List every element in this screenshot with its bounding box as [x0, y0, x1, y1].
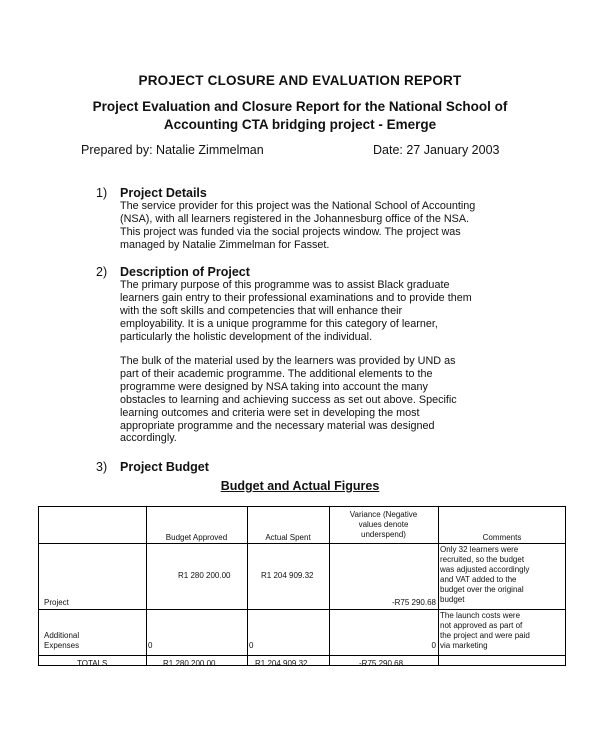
header-actual-spent: Actual Spent	[265, 533, 311, 542]
section-title: Project Details	[120, 186, 207, 200]
text-line: obstacles to learning and achieving success as set out above. Specific	[120, 393, 457, 406]
cell-spent: R1 204 909.32	[255, 659, 308, 668]
cell-variance: 0	[431, 641, 436, 650]
prepared-by: Prepared by: Natalie Zimmelman	[81, 143, 264, 157]
text-line: programme were designed by NSA taking into account the many	[120, 380, 428, 393]
report-title: PROJECT CLOSURE AND EVALUATION REPORT	[138, 73, 462, 88]
cell-variance: -R75 290.68	[359, 659, 404, 668]
text-line: The primary purpose of this programme was to assist Black graduate	[120, 279, 450, 291]
table-divider	[438, 507, 439, 665]
report-date: Date: 27 January 2003	[373, 143, 500, 157]
cell-variance: -R75 290.68	[391, 598, 436, 607]
text-line: The bulk of the material used by the learners was provided by UND as	[120, 355, 456, 367]
text-line: learners gain entry to their professional examinations and to provide them	[120, 291, 472, 304]
table-divider	[39, 655, 565, 656]
text-line: The service provider for this project was the National School of Accounting	[120, 200, 476, 212]
section-number: 1)	[96, 186, 108, 200]
cell-comments: The launch costs were not approved as part of the project and were paid via marketing	[440, 611, 530, 650]
text-line: part of their academic programme. The additional elements to the	[120, 367, 433, 380]
text-line: appropriate programme and the necessary material was designed	[120, 419, 435, 432]
header-variance: Variance (Negative values denote underspend)	[349, 510, 418, 539]
section-title: Description of Project	[120, 265, 250, 279]
cell-comments: Only 32 learners were recruited, so the budget was adjusted accordingly and VAT added to the budget over the original budget	[440, 545, 530, 604]
text-line: with the soft skills and competencies that will enhance their	[120, 304, 403, 317]
row-label-totals: TOTALS	[77, 659, 108, 668]
section-paragraph	[120, 355, 530, 445]
text-line: This project was funded via the social projects window. The project was	[120, 225, 461, 238]
subtitle-line-1: Project Evaluation and Closure Report for the National School of	[92, 99, 508, 114]
cell-approved: R1 280 200.00	[163, 659, 216, 668]
text-line: employability. It is a unique programme for this category of learner,	[120, 317, 438, 330]
section-number: 3)	[96, 460, 108, 474]
cell-approved: 0	[148, 641, 153, 650]
section-title: Project Budget	[120, 460, 209, 474]
report-subtitle	[0, 98, 600, 134]
cell-spent: R1 204 909.32	[261, 571, 314, 580]
header-budget-approved: Budget Approved	[165, 533, 228, 542]
subtitle-line-2: Accounting CTA bridging project - Emerge	[163, 117, 437, 132]
header-comments: Comments	[482, 533, 522, 542]
section-number: 2)	[96, 265, 108, 279]
text-line: (NSA), with all learners registered in the Johannesburg office of the NSA.	[120, 212, 470, 225]
text-line: managed by Natalie Zimmelman for Fasset.	[120, 238, 330, 251]
section-paragraph	[120, 200, 530, 252]
text-line: particularly the holistic development of the individual.	[120, 330, 373, 343]
table-divider	[146, 507, 147, 665]
table-divider	[39, 609, 565, 610]
table-divider	[39, 543, 565, 544]
section-paragraph	[120, 279, 530, 344]
text-line: accordingly.	[120, 432, 177, 445]
row-label-project: Project	[44, 598, 69, 607]
budget-table-title: Budget and Actual Figures	[220, 479, 380, 493]
row-label-additional-expenses: Additional Expenses	[44, 631, 80, 650]
cell-spent: 0	[249, 641, 254, 650]
text-line: learning outcomes and criteria were set in developing the most	[120, 406, 420, 419]
budget-table	[38, 506, 566, 666]
table-divider	[247, 507, 248, 665]
cell-approved: R1 280 200.00	[178, 571, 231, 580]
